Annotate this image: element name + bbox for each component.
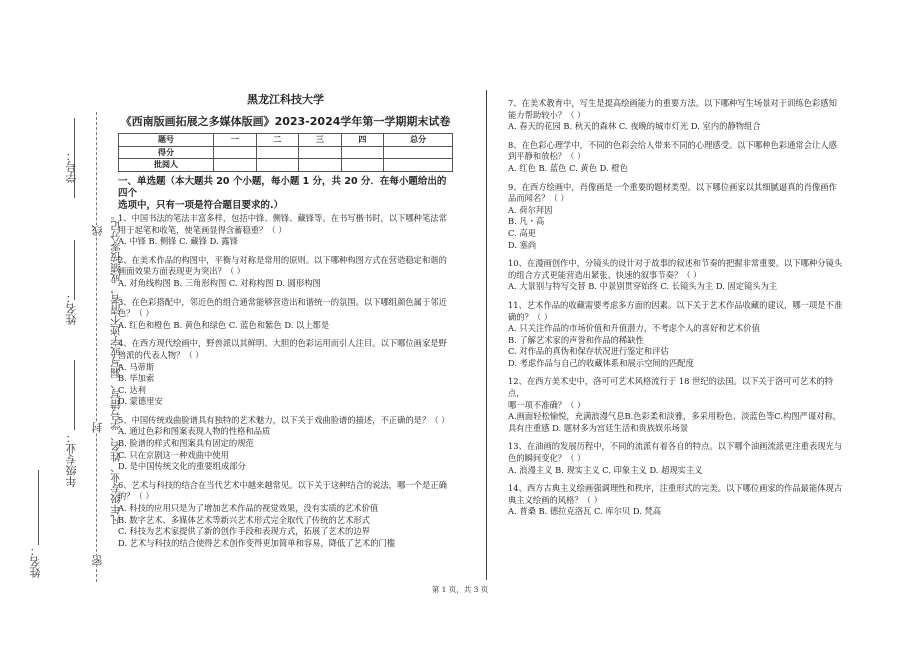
question-option: A. 大景别与特写交替 B. 中景别贯穿始终 C. 长镜头为主 D. 固定镜头为主 [508, 281, 778, 292]
question-item [118, 213, 453, 248]
question-option: A. 红色和橙色 B. 黄色和绿色 C. 蓝色和紫色 D. 以上都是 [118, 319, 330, 330]
student-id-line [74, 118, 75, 198]
score-cell-blank [256, 146, 299, 159]
question-item [118, 480, 453, 550]
question-option: B. 毕加索 [118, 373, 155, 384]
question-option: B. 凡・高 [508, 216, 545, 227]
section-title [118, 176, 453, 212]
right-column [508, 98, 843, 525]
question-stem-line: 品而闻名？（ ） [508, 193, 569, 204]
question-option: A. 科技的应用只是为了增加艺术作品的视觉效果，没有实质的艺术价值 [118, 503, 379, 514]
question-option: A. 中锋 B. 侧锋 C. 藏锋 D. 露锋 [118, 236, 238, 247]
question-stem-line: 到平静和放松？（ ） [508, 151, 586, 162]
question-option: C. 达利 [118, 384, 146, 395]
question-option: A. 春天的花园 B. 秋天的森林 C. 夜晚的城市灯光 D. 室内的静物组合 [508, 121, 761, 132]
question-item [508, 98, 843, 133]
question-option: D. 考虑作品与自己的收藏体系和展示空间的匹配度 [508, 357, 694, 368]
question-stem-line: 能力帮助较小？（ ） [508, 109, 586, 120]
question-stem-line: 的组合方式更能营造出紧张、快速的叙事节奏？（ ） [508, 269, 702, 280]
question-stem-line: 1、中国书法的笔法丰富多样，包括中锋、侧锋、藏锋等。在书写楷书时，以下哪种笔法常 [118, 212, 447, 223]
score-table-cell: 四 [341, 134, 384, 147]
score-table-reviewer-row [119, 159, 453, 172]
question-option: B. 数字艺术、多媒体艺术等新兴艺术形式完全取代了传统的艺术形式 [118, 514, 370, 525]
score-table-cell: 总分 [384, 134, 453, 147]
seal-dashed-line [96, 112, 97, 582]
score-cell-blank [299, 146, 342, 159]
student-id-label: 学号： [65, 150, 78, 183]
score-cell-blank [341, 159, 384, 172]
grade-major-line [74, 360, 75, 430]
university-name: 黑龙江科技大学 [247, 93, 324, 106]
question-option: D. 蒙德里安 [118, 396, 163, 407]
question-option: D. 塞尚 [508, 239, 537, 250]
section-title-line: 选项中，只有一项是符合题目要求的.） [118, 199, 284, 211]
seal-char-feng: 封 [91, 422, 104, 433]
question-option: A. 对角线构图 B. 三角形构图 C. 对称构图 D. 圆形构图 [118, 277, 321, 288]
question-stem-line: 2、在美术作品的构图中，平衡与对称是常用的原则。以下哪种构图方式在营造稳定和谐的 [118, 254, 447, 265]
question-item [508, 300, 843, 370]
exam-title: 《西南版画拓展之多媒体版画》2023-2024学年第一学期期末试卷 [120, 114, 451, 128]
binding-strip [0, 0, 122, 651]
question-stem-line: 兽派的代表人物？（ ） [118, 349, 204, 360]
question-option: A. 荷尔拜因 [508, 204, 553, 215]
score-cell-blank [384, 159, 453, 172]
score-cell-blank [256, 159, 299, 172]
name-line [74, 240, 75, 300]
question-item [508, 376, 843, 434]
question-stem-line: 5、中国传统戏曲脸谱具有独特的艺术魅力，以下关于戏曲脸谱的描述，不正确的是？（ ） [118, 414, 450, 425]
binding-notice: 凡年级专业、姓名、学号错写、漏写或字迹不清者，成绩按零分记。 [110, 210, 122, 525]
question-item [118, 297, 453, 332]
seal-char-xian: 线 [91, 225, 104, 236]
score-cell-blank [213, 159, 256, 172]
question-stem-line: A.画面轻松愉悦，充满浪漫气息B.色彩柔和淡雅，多采用粉色、淡蓝色等C.构图严谨对称， [508, 411, 842, 422]
question-option: D. 艺术与科技的结合使得艺术创作变得更加简单和容易，降低了艺术的门槛 [118, 537, 396, 548]
question-option: C. 对作品的真伪和保存状况进行鉴定和评估 [508, 346, 669, 357]
score-table-cell: 批阅人 [119, 159, 214, 172]
question-list-left [118, 213, 453, 549]
question-item [118, 415, 453, 473]
score-table-cell: 得分 [119, 146, 214, 159]
question-stem-line: 画面效果方面表现更为突出？（ ） [118, 266, 246, 277]
score-table-cell: 题号 [119, 134, 214, 147]
question-option: A. 马蒂斯 [118, 361, 155, 372]
question-stem-line: 用于起笔和收笔，使笔画显得含蓄稳重？（ ） [118, 224, 287, 235]
left-column [118, 90, 453, 556]
question-stem-line: 10、在漫画创作中，分镜头的设计对于故事的叙述和节奏的把握非常重要。以下哪种分镜头 [508, 258, 843, 269]
question-item [508, 483, 843, 518]
question-stem-line: 色的瞬间变化？（ ） [508, 453, 586, 464]
question-option: B. 了解艺术家的声誉和作品的稀缺性 [508, 334, 644, 345]
question-stem-line: 的？（ ） [118, 491, 154, 502]
question-option: A. 红色 B. 蓝色 C. 黄色 D. 橙色 [508, 162, 628, 173]
question-item [118, 255, 453, 290]
question-stem-line: 14、西方古典主义绘画强调理性和秩序，注重形式的完美。以下哪位画家的作品最能体现古 [508, 483, 843, 494]
score-cell-blank [341, 146, 384, 159]
question-option: C. 科技为艺术家提供了新的创作手段和表现方式，拓展了艺术的边界 [118, 526, 370, 537]
score-cell-blank [213, 146, 256, 159]
question-stem-line: 7、在美术教育中，写生是提高绘画能力的重要方法。以下哪种写生场景对于训练色彩感知 [508, 98, 837, 108]
question-option: D. 是中国传统文化的重要组成部分 [118, 461, 246, 472]
question-stem-line: 哪一项不准确？（ ） [508, 399, 586, 410]
question-stem-line: 具有庄重感 D. 题材多为宫廷生活和贵族娱乐场景 [508, 422, 689, 433]
question-list-right [508, 98, 843, 518]
question-option: C. 只在京剧这一种戏曲中使用 [118, 449, 229, 460]
question-item [118, 338, 453, 408]
question-stem-line: 9、在西方绘画中，肖像画是一个重要的题材类型。以下哪位画家以其细腻逼真的肖像画作 [508, 181, 837, 192]
question-option: A. 只关注作品的市场价值和升值潜力，不考虑个人的喜好和艺术价值 [508, 323, 760, 334]
name-line-2 [38, 470, 39, 545]
grade-major-label: 年级专业： [65, 432, 78, 487]
question-stem-line: 12、在西方美术史中，洛可可艺术风格流行于 18 世纪的法国。以下关于洛可可艺术的特点， [508, 376, 834, 399]
section-title-line: 一、单选题（本大题共 20 个小题，每小题 1 分，共 20 分．在每小题给出的四个 [118, 175, 447, 199]
score-table-score-row [119, 146, 453, 159]
question-item [508, 441, 843, 476]
score-table-cell: 一 [213, 134, 256, 147]
question-option: C. 高更 [508, 227, 536, 238]
question-stem-line: 11、艺术作品的收藏需要考虑多方面的因素。以下关于艺术作品收藏的建议，哪一项是不准 [508, 299, 843, 310]
question-stem-line: 确的？（ ） [508, 311, 553, 322]
score-table-header-row [119, 134, 453, 147]
question-item [508, 258, 843, 293]
question-item [508, 140, 843, 175]
page-footer: 第 1 页，共 3 页 [431, 585, 489, 594]
question-stem-line: 6、艺术与科技的结合在当代艺术中越来越常见。以下关于这种结合的说法，哪一个是正确 [118, 479, 447, 490]
name-label-2: 姓名： [29, 545, 42, 578]
column-divider [486, 90, 487, 580]
question-item [508, 182, 843, 252]
name-label: 姓名： [65, 292, 78, 325]
question-stem-line: 典主义绘画的风格？（ ） [508, 494, 602, 505]
question-option: A. 普桑 B. 德拉克洛瓦 C. 库尔贝 D. 梵高 [508, 506, 662, 517]
score-cell-blank [384, 146, 453, 159]
question-option: B. 脸谱的样式和图案具有固定的规范 [118, 438, 254, 449]
question-option: A. 通过色彩和图案表现人物的性格和品质 [118, 426, 271, 437]
score-table-cell: 三 [299, 134, 342, 147]
score-cell-blank [299, 159, 342, 172]
seal-char-mi: 密 [91, 555, 104, 566]
question-stem-line: 13、在油画的发展历程中，不同的流派有着各自的特点。以下哪个油画流派更注重表现光与 [508, 441, 843, 452]
question-stem-line: 色？（ ） [118, 308, 154, 319]
score-table-cell: 二 [256, 134, 299, 147]
question-option: A. 浪漫主义 B. 现实主义 C. 印象主义 D. 超现实主义 [508, 464, 703, 475]
question-stem-line: 3、在色彩搭配中，邻近色的组合通常能够营造出和谐统一的氛围。以下哪组颜色属于邻近 [118, 296, 447, 307]
question-stem-line: 4、在西方现代绘画中，野兽派以其鲜明、大胆的色彩运用而引人注目。以下哪位画家是野 [118, 338, 447, 349]
score-table [118, 133, 453, 172]
question-stem-line: 8、在色彩心理学中，不同的色彩会给人带来不同的心理感受。以下哪种色彩通常会让人感 [508, 139, 837, 150]
